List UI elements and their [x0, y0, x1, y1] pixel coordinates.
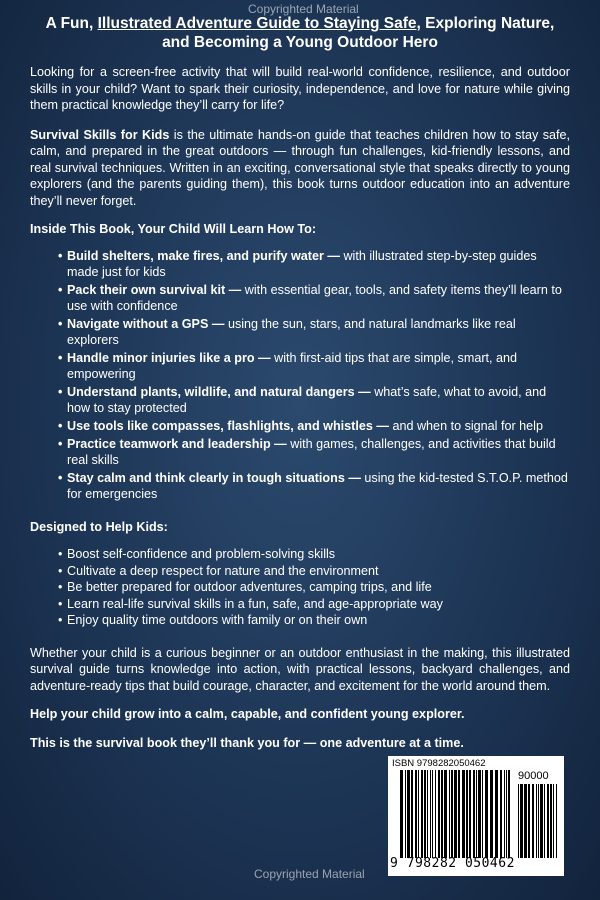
description-text: is the ultimate hands-on guide that teaches children how to stay safe, calm, and prepared in the great outdoors — through fun challenges, kid-friendly lessons, and real survival techniques. Written in an exciting, conversational style that speaks directly to young explorers (and the parents guiding them), this book turns outdoor education into an adventure they’ll never forget.	[30, 127, 570, 208]
list-item: • Handle minor injuries like a pro — with first-aid tips that are simple, smart, and empowering	[58, 350, 570, 382]
barcode-addon-bars-icon	[518, 784, 560, 858]
list-item: • Practice teamwork and leadership — with games, challenges, and activities that build real skills	[58, 436, 570, 468]
headline-pre: A Fun,	[45, 15, 98, 32]
learn-list	[30, 248, 570, 502]
list-item: • Learn real-life survival skills in a fun, safe, and age-appropriate way	[58, 596, 570, 613]
watermark-bottom: Copyrighted Material	[254, 867, 365, 881]
list-item: • Use tools like compasses, flashlights, and whistles — and when to signal for help	[58, 418, 570, 434]
list-item: • Understand plants, wildlife, and natural dangers — what’s safe, what to avoid, and how to stay protected	[58, 384, 570, 416]
list-item: • Boost self-confidence and problem-solving skills	[58, 546, 570, 563]
list-item: • Enjoy quality time outdoors with family or on their own	[58, 612, 570, 629]
isbn-barcode	[388, 756, 564, 876]
list-item: • Navigate without a GPS — using the sun, stars, and natural landmarks like real explorers	[58, 316, 570, 348]
help-section-title: Designed to Help Kids:	[30, 520, 168, 534]
headline-post: Exploring Nature, and Becoming a Young Outdoor Hero	[162, 15, 555, 51]
list-item: • Pack their own survival kit — with essential gear, tools, and safety items they’ll learn to use with confidence	[58, 282, 570, 314]
headline-underlined: Illustrated Adventure Guide to Staying Safe,	[97, 15, 421, 32]
isbn-label: ISBN 9798282050462	[392, 758, 486, 769]
book-title: Survival Skills for Kids	[30, 127, 170, 142]
outro-paragraph: Whether your child is a curious beginner or an outdoor enthusiast in the making, this illustrated survival guide turns knowledge into action, with practical lessons, backyard challenges, and adventure-ready tips that build courage, character, and excitement for the world around them.	[30, 645, 570, 693]
list-item: • Stay calm and think clearly in tough situations — using the kid-tested S.T.O.P. method for emergencies	[58, 470, 570, 502]
intro-paragraph: Looking for a screen-free activity that will build real-world confidence, resilience, and outdoor skills in your child? Want to spark their curiosity, independence, and love for nature while giving them practical knowledge they’ll carry for life?	[30, 65, 570, 112]
list-item: • Be better prepared for outdoor adventures, camping trips, and life	[58, 579, 570, 596]
list-item: • Build shelters, make fires, and purify water — with illustrated step-by-step guides made just for kids	[58, 248, 570, 280]
closing-line-2: This is the survival book they’ll thank you for — one adventure at a time.	[30, 736, 464, 750]
description-paragraph	[30, 127, 570, 210]
price-code: 90000	[518, 770, 549, 782]
help-list	[30, 546, 570, 629]
back-cover-text	[30, 14, 570, 765]
list-item: • Cultivate a deep respect for nature and the environment	[58, 563, 570, 580]
isbn-digits: 9 798282 050462	[390, 856, 515, 871]
watermark-top: Copyrighted Material	[248, 2, 359, 16]
closing-line-1: Help your child grow into a calm, capable, and confident young explorer.	[30, 707, 465, 721]
headline	[30, 14, 570, 52]
barcode-bars-icon	[400, 770, 514, 858]
learn-section-title: Inside This Book, Your Child Will Learn How To:	[30, 222, 317, 236]
